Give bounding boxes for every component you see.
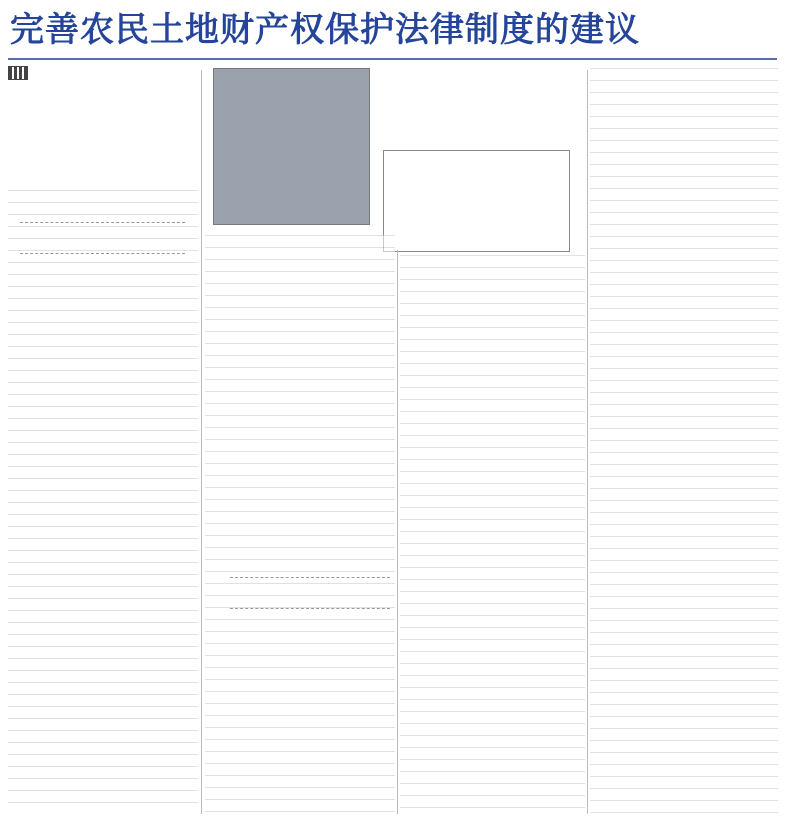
column-3 [400, 255, 585, 814]
column-2-text-lines [205, 235, 395, 814]
section-tag-icon [8, 66, 28, 80]
photo-caption-box [383, 150, 570, 252]
headline-rule [8, 58, 777, 60]
column-divider [587, 70, 588, 814]
column-4-text-lines [590, 68, 778, 814]
column-4 [590, 68, 778, 814]
subhead-left [20, 222, 185, 254]
subhead-middle [230, 577, 390, 609]
column-1-text-lines [8, 190, 198, 814]
column-divider [397, 250, 398, 814]
headline: 完善农民土地财产权保护法律制度的建议 [10, 10, 640, 50]
column-divider [201, 70, 202, 814]
author-photo [213, 68, 370, 225]
column-3-text-lines [400, 255, 585, 814]
column-1 [8, 190, 198, 814]
column-2 [205, 235, 395, 814]
